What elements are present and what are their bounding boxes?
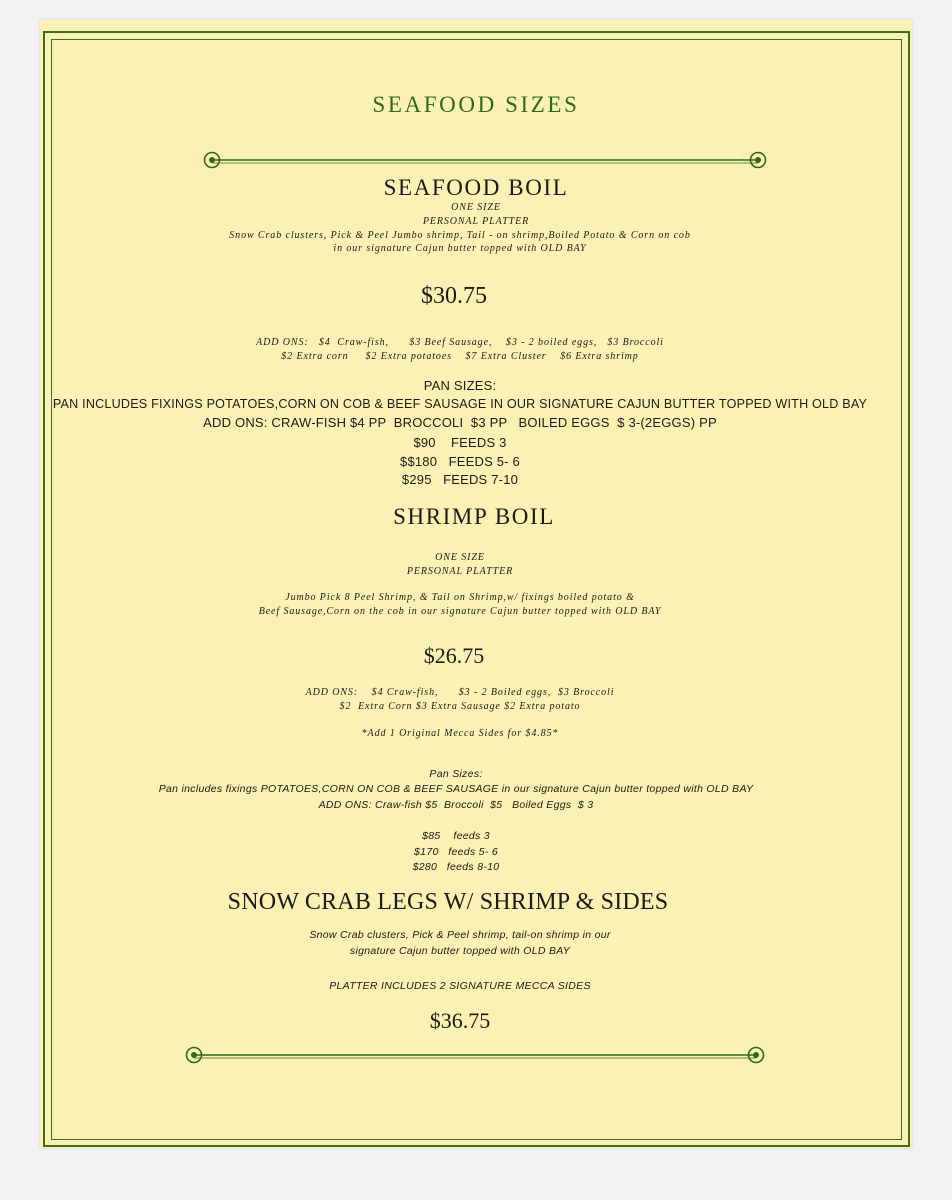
shrimp-boil-type: PERSONAL PLATTER <box>406 566 514 577</box>
seafood-pan-size-1: $90 FEEDS 3 <box>413 435 507 450</box>
seafood-boil-desc-2: in our signature Cajun butter topped with OLD BAY <box>333 243 587 254</box>
seafood-pan-label: PAN SIZES: <box>423 378 497 393</box>
seafood-boil-addons-2: $2 Extra corn $2 Extra potatoes $7 Extra Cluster $6 Extra shrimp <box>281 351 639 362</box>
bottom-scroll-divider <box>182 1043 768 1067</box>
shrimp-boil-desc-2: Beef Sausage,Corn on the cob in our signature Cajun butter topped with OLD BAY <box>258 606 662 617</box>
shrimp-boil-addons-1: ADD ONS: $4 Craw-fish, $3 - 2 Boiled eggs, $3 Broccoli <box>305 687 615 698</box>
seafood-pan-size-3: $295 FEEDS 7-10 <box>401 472 519 487</box>
seafood-boil-price: $30.75 <box>421 283 487 309</box>
snow-crab-includes: PLATTER INCLUDES 2 SIGNATURE MECCA SIDES <box>329 980 591 992</box>
seafood-pan-size-2: $$180 FEEDS 5- 6 <box>400 454 520 469</box>
page-title: SEAFOOD SIZES <box>372 92 580 117</box>
snow-crab-heading: SNOW CRAB LEGS W/ SHRIMP & SIDES <box>227 889 669 915</box>
shrimp-pan-label: Pan Sizes: <box>429 768 483 780</box>
shrimp-pan-addons: ADD ONS: Craw-fish $5 Broccoli $5 Boiled Eggs $ 3 <box>318 799 594 811</box>
shrimp-pan-size-1: $85 feeds 3 <box>422 830 490 842</box>
snow-crab-desc-1: Snow Crab clusters, Pick & Peel shrimp, tail-on shrimp in our <box>309 929 611 941</box>
shrimp-boil-price: $26.75 <box>423 643 485 668</box>
shrimp-pan-size-3: $280 feeds 8-10 <box>412 861 500 873</box>
top-scroll-divider <box>200 148 770 172</box>
shrimp-boil-heading: SHRIMP BOIL <box>393 504 555 529</box>
seafood-pan-includes: PAN INCLUDES FIXINGS POTATOES,CORN ON COB & BEEF SAUSAGE IN OUR SIGNATURE CAJUN BUTTER TOPPED WITH OLD BAY <box>52 397 868 411</box>
shrimp-boil-desc-1: Jumbo Pick 8 Peel Shrimp, & Tail on Shrimp,w/ fixings boiled potato & <box>285 592 635 603</box>
seafood-boil-type: PERSONAL PLATTER <box>422 216 530 227</box>
seafood-boil-heading: SEAFOOD BOIL <box>383 175 569 200</box>
seafood-boil-desc-1: Snow Crab clusters, Pick & Peel Jumbo shrimp, Tail - on shrimp,Boiled Potato & Corn on cob <box>229 230 691 241</box>
seafood-boil-addons-1: ADD ONS: $4 Craw-fish, $3 Beef Sausage, $3 - 2 boiled eggs, $3 Broccoli <box>256 337 664 348</box>
shrimp-boil-size: ONE SIZE <box>435 552 485 563</box>
shrimp-boil-addons-2: $2 Extra Corn $3 Extra Sausage $2 Extra potato <box>339 701 581 712</box>
shrimp-pan-size-2: $170 feeds 5- 6 <box>414 846 498 858</box>
seafood-pan-addons: ADD ONS: CRAW-FISH $4 PP BROCCOLI $3 PP BOILED EGGS $ 3-(2EGGS) PP <box>203 415 717 430</box>
snow-crab-price: $36.75 <box>429 1008 491 1033</box>
snow-crab-desc-2: signature Cajun butter topped with OLD BAY <box>349 945 571 957</box>
shrimp-pan-includes: Pan includes fixings POTATOES,CORN ON COB & BEEF SAUSAGE in our signature Cajun butter topped with OLD BAY <box>158 783 754 795</box>
seafood-boil-size: ONE SIZE <box>451 202 501 213</box>
shrimp-boil-sides-note: *Add 1 Original Mecca Sides for $4.85* <box>361 728 559 739</box>
